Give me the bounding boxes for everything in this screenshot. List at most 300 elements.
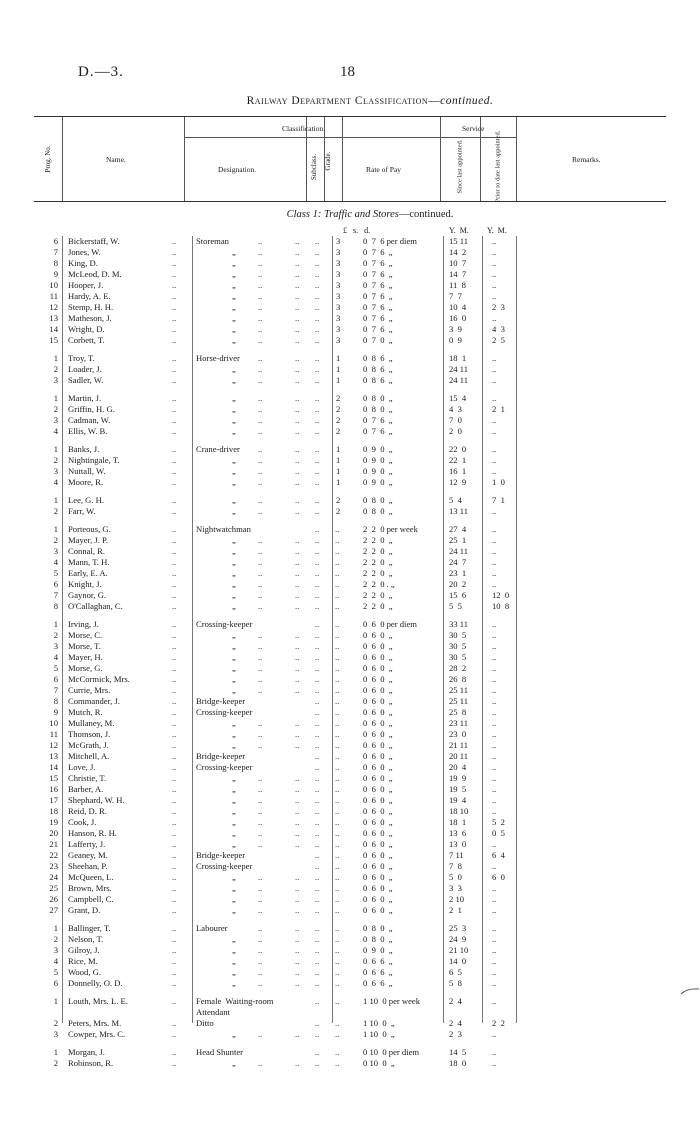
leader-dots: .. xyxy=(172,861,177,871)
section-heading xyxy=(0,209,700,220)
rate-of-pay: 0 6 0 „ xyxy=(363,663,393,673)
leader-dots: .. xyxy=(335,751,340,761)
service-since-last: 5 8 xyxy=(449,978,462,988)
employee-name: Lafferty, J. xyxy=(68,839,106,849)
service-since-last: 27 4 xyxy=(449,524,467,534)
leader-dots: .. xyxy=(258,375,263,385)
employee-name: Grant, D. xyxy=(68,905,101,915)
employee-name: Ellis, W. B. xyxy=(68,426,108,436)
leader-dots: .. xyxy=(258,685,263,695)
designation: „ xyxy=(232,280,236,290)
grade: 2 xyxy=(336,415,341,425)
service-prior: .. xyxy=(492,579,497,589)
grade: 3 xyxy=(336,247,341,257)
leader-dots: .. xyxy=(258,280,263,290)
column-rule xyxy=(192,236,193,1023)
service-since-last: 22 0 xyxy=(449,444,467,454)
prog-no: 13 xyxy=(49,751,58,761)
designation: Crossing-keeper xyxy=(196,619,253,629)
prog-no: 3 xyxy=(53,466,58,476)
leader-dots: .. xyxy=(172,557,177,567)
prog-no: 19 xyxy=(49,817,58,827)
leader-dots: .. xyxy=(172,663,177,673)
designation: „ xyxy=(232,455,236,465)
rate-of-pay: 1 10 0 „ xyxy=(363,1018,395,1028)
service-prior: .. xyxy=(492,934,497,944)
designation: „ xyxy=(232,773,236,783)
leader-dots: .. xyxy=(258,546,263,556)
leader-dots: .. xyxy=(295,280,300,290)
table-header xyxy=(34,116,666,202)
grade: 2 xyxy=(336,495,341,505)
leader-dots: .. xyxy=(258,590,263,600)
leader-dots: .. xyxy=(315,663,320,673)
service-since-last: 14 0 xyxy=(449,956,467,966)
service-prior: 6 4 xyxy=(492,850,505,860)
service-prior: .. xyxy=(492,426,497,436)
employee-name: Cadman, W. xyxy=(68,415,111,425)
employee-name: Wood, G. xyxy=(68,967,101,977)
leader-dots: .. xyxy=(315,313,320,323)
leader-dots: .. xyxy=(258,415,263,425)
prog-no: 2 xyxy=(53,934,58,944)
prog-no: 2 xyxy=(53,1058,58,1068)
leader-dots: .. xyxy=(172,894,177,904)
leader-dots: .. xyxy=(295,444,300,454)
rate-of-pay: 0 7 6 „ xyxy=(363,258,393,268)
leader-dots: .. xyxy=(335,601,340,611)
prog-no: 3 xyxy=(53,641,58,651)
leader-dots: .. xyxy=(295,495,300,505)
prog-no: 2 xyxy=(53,535,58,545)
leader-dots: .. xyxy=(172,335,177,345)
leader-dots: .. xyxy=(172,535,177,545)
leader-dots: .. xyxy=(335,806,340,816)
leader-dots: .. xyxy=(315,934,320,944)
designation: „ xyxy=(232,806,236,816)
prog-no: 11 xyxy=(49,291,58,301)
leader-dots: .. xyxy=(335,934,340,944)
designation: Crossing-keeper xyxy=(196,762,253,772)
unit-since: Y. M. xyxy=(449,226,469,235)
leader-dots: .. xyxy=(295,978,300,988)
service-prior: .. xyxy=(492,894,497,904)
rate-of-pay: 0 6 0 „ xyxy=(363,652,393,662)
prog-no: 14 xyxy=(49,762,58,772)
leader-dots: .. xyxy=(315,324,320,334)
prog-no: 14 xyxy=(49,324,58,334)
rate-of-pay: 0 6 0 „ xyxy=(363,839,393,849)
leader-dots: .. xyxy=(172,729,177,739)
service-prior: 1 0 xyxy=(492,477,505,487)
leader-dots: .. xyxy=(315,236,320,246)
rate-of-pay: 0 6 6 „ xyxy=(363,956,393,966)
leader-dots: .. xyxy=(172,601,177,611)
prog-no: 1 xyxy=(53,524,58,534)
designation: „ xyxy=(232,590,236,600)
employee-name: Mitchell, A. xyxy=(68,751,110,761)
prog-no: 9 xyxy=(53,269,58,279)
leader-dots: .. xyxy=(295,663,300,673)
service-prior: .. xyxy=(492,685,497,695)
designation: Bridge-keeper xyxy=(196,696,246,706)
service-since-last: 23 1 xyxy=(449,568,467,578)
leader-dots: .. xyxy=(295,236,300,246)
rate-of-pay: 0 7 6 „ xyxy=(363,280,393,290)
prog-no: 10 xyxy=(49,718,58,728)
leader-dots: .. xyxy=(315,828,320,838)
rate-of-pay: 2 2 0 „ xyxy=(363,601,393,611)
leader-dots: .. xyxy=(315,685,320,695)
prog-no: 6 xyxy=(53,236,58,246)
leader-dots: .. xyxy=(315,535,320,545)
leader-dots: .. xyxy=(258,784,263,794)
rate-of-pay: 0 6 0 „ xyxy=(363,905,393,915)
leader-dots: .. xyxy=(295,630,300,640)
leader-dots: .. xyxy=(315,850,320,860)
prog-no: 20 xyxy=(49,828,58,838)
designation: „ xyxy=(232,335,236,345)
service-prior: .. xyxy=(492,641,497,651)
rate-of-pay: 0 6 0 „ xyxy=(363,883,393,893)
designation: „ xyxy=(232,546,236,556)
designation: „ xyxy=(232,934,236,944)
leader-dots: .. xyxy=(315,557,320,567)
column-rule xyxy=(332,236,333,1023)
leader-dots: .. xyxy=(295,291,300,301)
service-since-last: 15 4 xyxy=(449,393,467,403)
service-since-last: 24 9 xyxy=(449,934,467,944)
prog-no: 5 xyxy=(53,568,58,578)
designation: Head Shunter xyxy=(196,1047,244,1057)
service-since-last: 18 1 xyxy=(449,353,467,363)
leader-dots: .. xyxy=(258,905,263,915)
employee-name: Rice, M. xyxy=(68,956,98,966)
employee-name: Jones, W. xyxy=(68,247,101,257)
service-prior: .. xyxy=(492,535,497,545)
rate-of-pay: 0 8 0 „ xyxy=(363,934,393,944)
designation: „ xyxy=(232,883,236,893)
leader-dots: .. xyxy=(295,795,300,805)
service-since-last: 3 9 xyxy=(449,324,462,334)
service-prior: .. xyxy=(492,674,497,684)
leader-dots: .. xyxy=(315,477,320,487)
leader-dots: .. xyxy=(335,1018,340,1028)
designation: „ xyxy=(232,641,236,651)
designation: „ xyxy=(232,495,236,505)
service-since-last: 3 3 xyxy=(449,883,462,893)
leader-dots: .. xyxy=(172,652,177,662)
leader-dots: .. xyxy=(295,718,300,728)
leader-dots: .. xyxy=(172,1047,177,1057)
leader-dots: .. xyxy=(172,1058,177,1068)
employee-name: Moore, R. xyxy=(68,477,104,487)
designation: „ xyxy=(232,313,236,323)
leader-dots: .. xyxy=(258,557,263,567)
service-prior: .. xyxy=(492,258,497,268)
service-prior: 2 3 xyxy=(492,302,505,312)
leader-dots: .. xyxy=(335,923,340,933)
service-prior: .. xyxy=(492,718,497,728)
service-prior: .. xyxy=(492,630,497,640)
leader-dots: .. xyxy=(315,335,320,345)
leader-dots: .. xyxy=(295,506,300,516)
designation: „ xyxy=(232,466,236,476)
leader-dots: .. xyxy=(295,685,300,695)
leader-dots: .. xyxy=(258,652,263,662)
prog-no: 23 xyxy=(49,861,58,871)
employee-name: Nuttall, W. xyxy=(68,466,106,476)
leader-dots: .. xyxy=(172,546,177,556)
leader-dots: .. xyxy=(315,729,320,739)
header-grade: Grade. xyxy=(324,151,332,171)
rate-of-pay: 0 6 6 „ xyxy=(363,978,393,988)
title-continued: continued. xyxy=(440,95,494,107)
leader-dots: .. xyxy=(335,718,340,728)
service-prior: .. xyxy=(492,375,497,385)
service-prior: .. xyxy=(492,861,497,871)
employee-name: Troy, T. xyxy=(68,353,95,363)
leader-dots: .. xyxy=(315,894,320,904)
leader-dots: .. xyxy=(258,353,263,363)
service-since-last: 15 11 xyxy=(449,236,469,246)
employee-name: Hardy, A. E. xyxy=(68,291,111,301)
employee-name: Nelson, T. xyxy=(68,934,104,944)
leader-dots: .. xyxy=(295,313,300,323)
prog-no: 12 xyxy=(49,740,58,750)
employee-name: O'Callaghan, C. xyxy=(68,601,123,611)
service-prior: .. xyxy=(492,1047,497,1057)
prog-no: 25 xyxy=(49,883,58,893)
prog-no: 4 xyxy=(53,477,58,487)
employee-name: Mann, T. H. xyxy=(68,557,110,567)
leader-dots: .. xyxy=(315,861,320,871)
service-prior: .. xyxy=(492,773,497,783)
employee-name: Gilroy, J. xyxy=(68,945,100,955)
employee-name: Shephard, W. H. xyxy=(68,795,125,805)
prog-no: 15 xyxy=(49,335,58,345)
service-prior: .. xyxy=(492,978,497,988)
service-prior: 2 2 xyxy=(492,1018,505,1028)
employee-name: Matheson, J. xyxy=(68,313,112,323)
designation: „ xyxy=(232,535,236,545)
leader-dots: .. xyxy=(335,795,340,805)
designation: „ xyxy=(232,557,236,567)
leader-dots: .. xyxy=(295,324,300,334)
leader-dots: .. xyxy=(258,466,263,476)
page-title xyxy=(0,95,700,107)
employee-name: McCormick, Mrs. xyxy=(68,674,130,684)
service-prior: .. xyxy=(492,455,497,465)
leader-dots: .. xyxy=(315,1047,320,1057)
grade: 3 xyxy=(336,291,341,301)
employee-name: Barber, A. xyxy=(68,784,104,794)
designation: „ xyxy=(232,828,236,838)
leader-dots: .. xyxy=(172,773,177,783)
designation: „ xyxy=(232,393,236,403)
leader-dots: .. xyxy=(295,426,300,436)
leader-dots: .. xyxy=(172,590,177,600)
service-since-last: 19 9 xyxy=(449,773,467,783)
leader-dots: .. xyxy=(335,707,340,717)
prog-no: 1 xyxy=(53,996,58,1006)
prog-no: 1 xyxy=(53,393,58,403)
designation: „ xyxy=(232,269,236,279)
employee-name: Campbell, C. xyxy=(68,894,114,904)
leader-dots: .. xyxy=(315,524,320,534)
leader-dots: .. xyxy=(258,269,263,279)
service-prior: 7 1 xyxy=(492,495,505,505)
leader-dots: .. xyxy=(315,967,320,977)
prog-no: 5 xyxy=(53,967,58,977)
employee-name: Ballinger, T. xyxy=(68,923,111,933)
rate-of-pay: 0 6 0 per diem xyxy=(363,619,417,629)
service-since-last: 30 5 xyxy=(449,641,467,651)
prog-no: 22 xyxy=(49,850,58,860)
leader-dots: .. xyxy=(172,466,177,476)
leader-dots: .. xyxy=(315,619,320,629)
employee-name: Porteous, G. xyxy=(68,524,111,534)
employee-name: Hanson, R. H. xyxy=(68,828,117,838)
service-prior: .. xyxy=(492,883,497,893)
service-prior: .. xyxy=(492,707,497,717)
leader-dots: .. xyxy=(295,1029,300,1039)
leader-dots: .. xyxy=(258,641,263,651)
leader-dots: .. xyxy=(172,751,177,761)
leader-dots: .. xyxy=(172,579,177,589)
leader-dots: .. xyxy=(335,524,340,534)
designation: Crossing-keeper xyxy=(196,707,253,717)
rate-of-pay: 0 7 6 „ xyxy=(363,291,393,301)
grade: 1 xyxy=(336,375,341,385)
leader-dots: .. xyxy=(258,956,263,966)
designation: „ xyxy=(232,839,236,849)
employee-name: Morse, C. xyxy=(68,630,103,640)
rate-of-pay: 0 6 0 „ xyxy=(363,806,393,816)
rate-of-pay: 0 6 0 „ xyxy=(363,894,393,904)
leader-dots: .. xyxy=(258,817,263,827)
leader-dots: .. xyxy=(335,557,340,567)
service-since-last: 6 5 xyxy=(449,967,462,977)
leader-dots: .. xyxy=(172,630,177,640)
leader-dots: .. xyxy=(258,795,263,805)
leader-dots: .. xyxy=(295,817,300,827)
prog-no: 1 xyxy=(53,619,58,629)
employee-name: Lee, G. H. xyxy=(68,495,105,505)
leader-dots: .. xyxy=(295,477,300,487)
grade: 2 xyxy=(336,393,341,403)
service-since-last: 15 6 xyxy=(449,590,467,600)
rate-of-pay: 0 8 0 „ xyxy=(363,404,393,414)
leader-dots: .. xyxy=(258,568,263,578)
leader-dots: .. xyxy=(335,641,340,651)
prog-no: 3 xyxy=(53,546,58,556)
prog-no: 2 xyxy=(53,630,58,640)
service-prior: .. xyxy=(492,568,497,578)
service-prior: .. xyxy=(492,696,497,706)
designation: „ xyxy=(232,601,236,611)
designation: „ xyxy=(232,302,236,312)
employee-name: Love, J. xyxy=(68,762,96,772)
leader-dots: .. xyxy=(315,590,320,600)
designation: Crane-driver xyxy=(196,444,240,454)
leader-dots: .. xyxy=(172,568,177,578)
leader-dots: .. xyxy=(315,353,320,363)
service-since-last: 4 3 xyxy=(449,404,462,414)
service-since-last: 19 4 xyxy=(449,795,467,805)
service-since-last: 30 5 xyxy=(449,630,467,640)
grade: 3 xyxy=(336,236,341,246)
prog-no: 8 xyxy=(53,601,58,611)
leader-dots: .. xyxy=(172,828,177,838)
page-ref: D.—3. xyxy=(78,64,124,80)
employee-name: Mullaney, M. xyxy=(68,718,115,728)
service-prior: .. xyxy=(492,740,497,750)
designation: Ditto xyxy=(196,1018,214,1028)
employee-name: Stemp, H. H. xyxy=(68,302,114,312)
header-name: Name. xyxy=(106,155,126,164)
leader-dots: .. xyxy=(315,945,320,955)
leader-dots: .. xyxy=(315,1018,320,1028)
leader-dots: .. xyxy=(315,546,320,556)
leader-dots: .. xyxy=(315,247,320,257)
prog-no: 2 xyxy=(53,506,58,516)
prog-no: 27 xyxy=(49,905,58,915)
leader-dots: .. xyxy=(295,839,300,849)
leader-dots: .. xyxy=(315,280,320,290)
rate-of-pay: 0 6 0 „ xyxy=(363,817,393,827)
leader-dots: .. xyxy=(172,762,177,772)
prog-no: 17 xyxy=(49,795,58,805)
leader-dots: .. xyxy=(315,872,320,882)
leader-dots: .. xyxy=(172,641,177,651)
service-prior: .. xyxy=(492,806,497,816)
designation: „ xyxy=(232,404,236,414)
leader-dots: .. xyxy=(335,945,340,955)
designation: „ xyxy=(232,415,236,425)
prog-no: 1 xyxy=(53,495,58,505)
grade: 1 xyxy=(336,353,341,363)
prog-no: 16 xyxy=(49,784,58,794)
rate-of-pay: 0 6 0 „ xyxy=(363,685,393,695)
rate-of-pay: 0 6 0 „ xyxy=(363,630,393,640)
prog-no: 6 xyxy=(53,579,58,589)
employee-name: Peters, Mrs. M. xyxy=(68,1018,122,1028)
service-prior: .. xyxy=(492,729,497,739)
grade: 3 xyxy=(336,269,341,279)
leader-dots: .. xyxy=(315,466,320,476)
rate-of-pay: 2 2 0 per week xyxy=(363,524,418,534)
leader-dots: .. xyxy=(258,729,263,739)
header-service: Service xyxy=(462,124,485,133)
rate-of-pay: 0 6 0 „ xyxy=(363,674,393,684)
column-rule xyxy=(443,236,444,1023)
leader-dots: .. xyxy=(172,393,177,403)
grade: 1 xyxy=(336,444,341,454)
service-since-last: 30 5 xyxy=(449,652,467,662)
service-prior: .. xyxy=(492,839,497,849)
grade: 3 xyxy=(336,313,341,323)
leader-dots: .. xyxy=(295,828,300,838)
prog-no: 7 xyxy=(53,247,58,257)
leader-dots: .. xyxy=(335,630,340,640)
employee-name: Mayer, J. P. xyxy=(68,535,108,545)
leader-dots: .. xyxy=(172,269,177,279)
leader-dots: .. xyxy=(315,806,320,816)
prog-no: 4 xyxy=(53,956,58,966)
leader-dots: .. xyxy=(172,477,177,487)
leader-dots: .. xyxy=(315,1058,320,1068)
